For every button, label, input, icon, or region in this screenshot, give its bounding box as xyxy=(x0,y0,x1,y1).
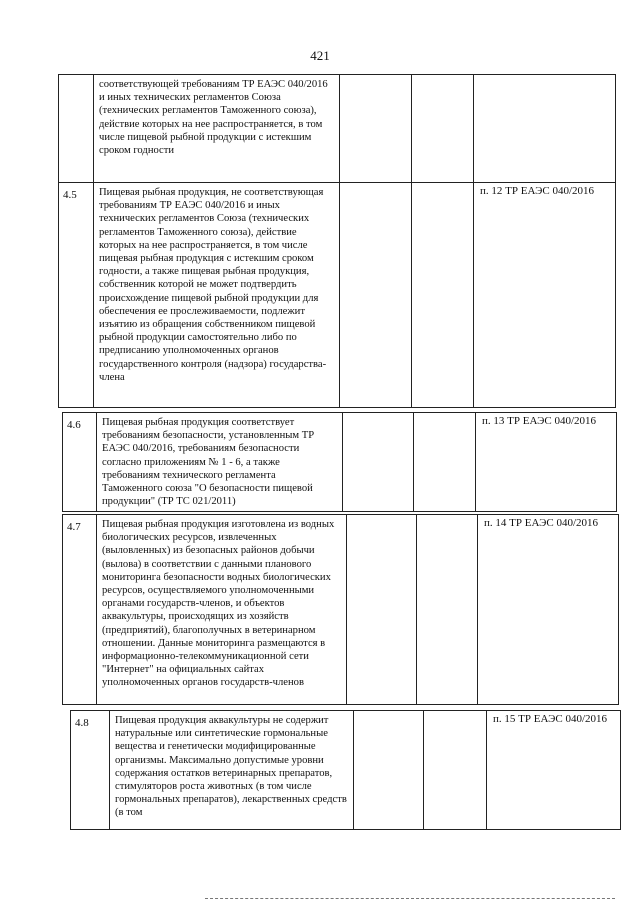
reference-text: п. 12 ТР ЕАЭС 040/2016 xyxy=(480,185,595,197)
page-number: 421 xyxy=(310,48,330,63)
row-number: 4.7 xyxy=(67,521,81,533)
reference-text xyxy=(473,75,617,182)
reference-text: п. 15 ТР ЕАЭС 040/2016 xyxy=(493,713,608,725)
requirement-text: соответствующей требованиям ТР ЕАЭС 040/2016 и иных технических регламентов Союза (технических регламентов Таможенного союза), действие которых на нее распространяется, в том числе пищевой рыбной продукции с истекшим сроком годности xyxy=(99,79,328,157)
footer-divider xyxy=(205,898,615,899)
reference-text: п. 14 ТР ЕАЭС 040/2016 xyxy=(484,517,599,529)
table-row xyxy=(58,182,616,408)
table-row xyxy=(58,74,616,183)
requirement-text: Пищевая продукция аквакультуры не содержит натуральные или синтетические гормональные вещества и генетически модифицированные организмы. Максимально допустимые уровни содержания остатков ветеринарных препаратов, стимуляторов роста животных (в том числе гормональных препаратов), лекарственных средств (в том xyxy=(115,715,347,819)
row-number: 4.6 xyxy=(67,419,81,431)
requirement-text: Пищевая рыбная продукция соответствует требованиям безопасности, установленным ТР ЕАЭС 040/2016, требованиям безопасности согласно приложениям № 1 - 6, а также требованиям технического регламента Таможенного союза "О безопасности пищевой продукции" (ТР ТС 021/2011) xyxy=(102,417,315,508)
table-row xyxy=(70,710,621,830)
reference-text: п. 13 ТР ЕАЭС 040/2016 xyxy=(482,415,597,427)
table-row xyxy=(62,412,617,512)
row-number: 4.5 xyxy=(63,189,77,201)
table-row xyxy=(62,514,619,705)
row-number: 4.8 xyxy=(75,717,89,729)
requirement-text: Пищевая рыбная продукция изготовлена из водных биологических ресурсов, извлеченных (выловленных) из безопасных районов добычи (вылова) в соответствии с данными планового мониторинга безопасности водных биологических ресурсов, осуществляемого уполномоченными органами государств-членов, и объектов аквакультуры, происходящих из хозяйств (предприятий), благополучных в ветеринарном отношении. Данные мониторинга размещаются в информационно-телекоммуникационной сети "Интернет" на официальных сайтах уполномоченных органов государств-членов xyxy=(102,519,335,689)
requirement-text: Пищевая рыбная продукция, не соответствующая требованиям ТР ЕАЭС 040/2016 и иных технических регламентов Союза (технических регламентов Таможенного союза), действие которых на нее распространяется, в том числе пищевая рыбная продукция с истекшим сроком годности, а также пищевая рыбная продукция, собственник которой не может подтвердить происхождение пищевой рыбной продукции для обеспечения ее прослеживаемости, подлежит изъятию из обращения собственником пищевой рыбной продукции самостоятельно либо по предписанию уполномоченных органов государственного контроля (надзора) государства-члена xyxy=(99,187,327,383)
row-number xyxy=(59,75,93,182)
